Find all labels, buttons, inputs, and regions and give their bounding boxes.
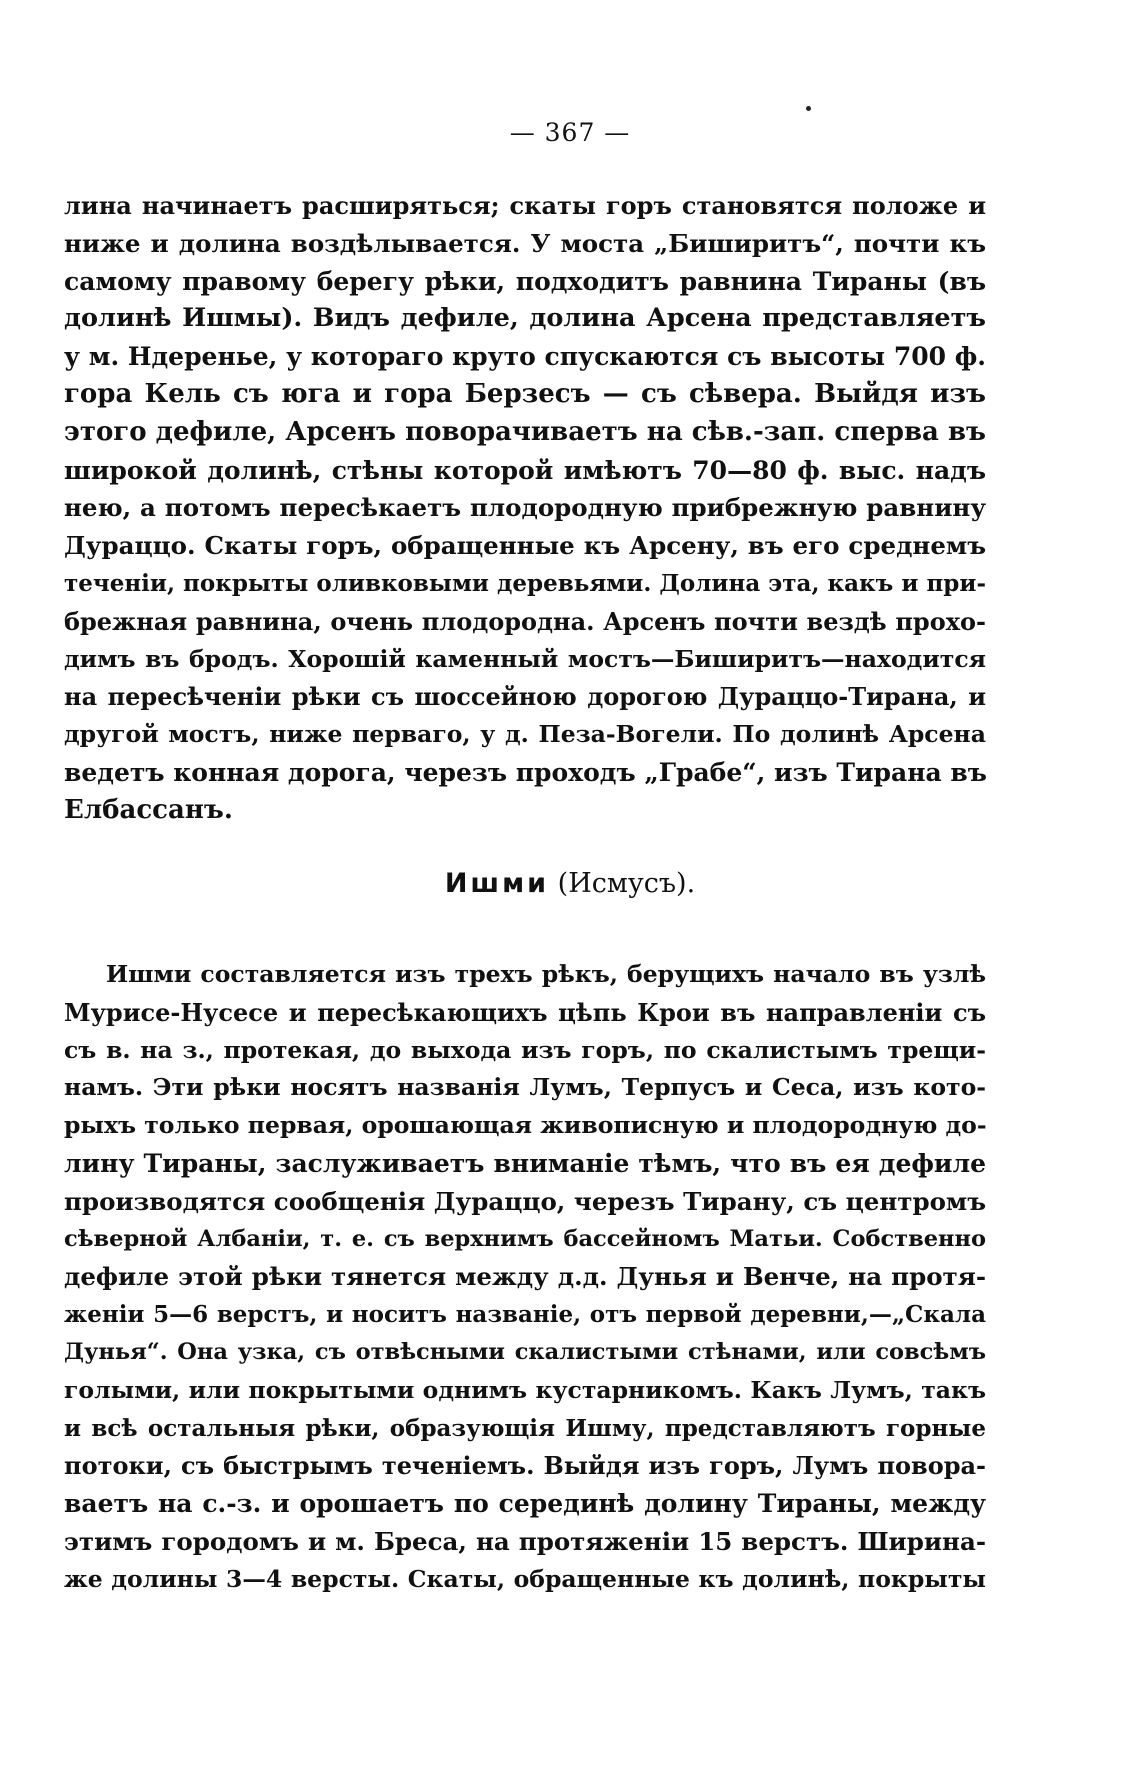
text-line: лину Тираны, заслуживаетъ вниманіе тѣмъ, что въ ея дефиле	[64, 1148, 986, 1178]
text-line: гора Кель съ юга и гора Берзесъ — съ сѣвера. Выйдя изъ	[64, 378, 986, 409]
text-line: голыми, или покрытыми однимъ кустарникомъ. Какъ Лумъ, такъ	[64, 1375, 986, 1404]
text-line: брежная равнина, очень плодородна. Арсенъ почти вездѣ прохо-	[64, 606, 986, 636]
text-line: нею, а потомъ пересѣкаетъ плодородную прибрежную равнину	[64, 493, 986, 523]
text-line: женіи 5—6 верстъ, и носитъ названіе, отъ первой деревни,—„Скала	[64, 1301, 986, 1329]
text-line: дефиле этой рѣки тянется между д.д. Дунья и Венче, на протя-	[64, 1262, 986, 1292]
text-line: лина начинаетъ расширяться; скаты горъ становятся положе и	[64, 191, 986, 220]
text-line: Дураццо. Скаты горъ, обращенные къ Арсену, въ его среднемъ	[64, 531, 986, 561]
text-line: намъ. Эти рѣки носятъ названія Лумъ, Терпусъ и Сеса, изъ кото-	[64, 1073, 986, 1102]
paragraph-ishmi	[64, 956, 986, 1599]
text-line: этого дефиле, Арсенъ поворачиваетъ на сѣв.-зап. сперва въ	[64, 416, 986, 447]
text-line: съ в. на з., протекая, до выхода изъ горъ, по скалистымъ трещи-	[64, 1035, 986, 1064]
text-line: Дунья“. Она узка, съ отвѣсными скалистыми стѣнами, или совсѣмъ	[64, 1338, 986, 1365]
text-line: ваетъ на с.-з. и орошаетъ по серединѣ долину Тираны, между	[64, 1489, 986, 1519]
text-line: Мурисе-Нусесе и пересѣкающихъ цѣпь Крои въ направленіи съ	[64, 997, 986, 1027]
section-heading-main: Ишми	[444, 868, 550, 899]
text-line: Ишми составляется изъ трехъ рѣкъ, берущихъ начало въ узлѣ	[106, 960, 986, 988]
text-line: у м. Ндеренье, у котораго круто спускаются съ высоты 700 ф.	[64, 342, 986, 372]
text-line: другой мостъ, ниже перваго, у д. Пеза-Вогели. По долинѣ Арсена	[64, 720, 986, 749]
ink-speck	[806, 106, 811, 111]
text-line: ниже и долина воздѣлывается. У моста „Биширитъ“, почти къ	[64, 228, 986, 258]
text-line: рыхъ только первая, орошающая живописную и плодородную до-	[64, 1111, 987, 1140]
text-line: долинѣ Ишмы). Видъ дефиле, долина Арсена представляетъ	[64, 303, 986, 334]
text-line: производятся сообщенія Дураццо, черезъ Тирану, съ центромъ	[64, 1186, 986, 1216]
text-line: и всѣ остальныя рѣки, образующія Ишму, представляютъ горные	[64, 1414, 986, 1442]
text-line: димъ въ бродъ. Хорошій каменный мостъ—Биширитъ—находится	[64, 644, 986, 673]
paragraph-arsen	[64, 187, 986, 830]
text-line: потоки, съ быстрымъ теченіемъ. Выйдя изъ горъ, Лумъ повора-	[64, 1451, 986, 1481]
page-number: — 367 —	[509, 118, 631, 147]
text-line: сѣверной Албаніи, т. е. съ верхнимъ бассейномъ Матьи. Собственно	[64, 1225, 986, 1252]
text-line: ведетъ конная дорога, черезъ проходъ „Грабе“, изъ Тирана въ	[64, 757, 987, 787]
section-heading	[0, 864, 1140, 904]
text-line: теченіи, покрыты оливковыми деревьями. Долина эта, какъ и при-	[64, 569, 986, 597]
text-line: же долины 3—4 версты. Скаты, обращенные къ долинѣ, покрыты	[64, 1564, 986, 1593]
section-heading-paren: (Исмусъ).	[549, 868, 696, 899]
text-line: этимъ городомъ и м. Бреса, на протяженіи 15 верстъ. Ширина-	[64, 1526, 986, 1556]
text-line: на пересѣченіи рѣки съ шоссейною дорогою Дураццо-Тирана, и	[64, 682, 986, 712]
text-line: самому правому берегу рѣки, подходитъ равнина Тираны (въ	[64, 266, 986, 296]
text-line: Елбассанъ.	[64, 794, 233, 825]
text-line: широкой долинѣ, стѣны которой имѣютъ 70—80 ф. выс. надъ	[64, 455, 986, 485]
